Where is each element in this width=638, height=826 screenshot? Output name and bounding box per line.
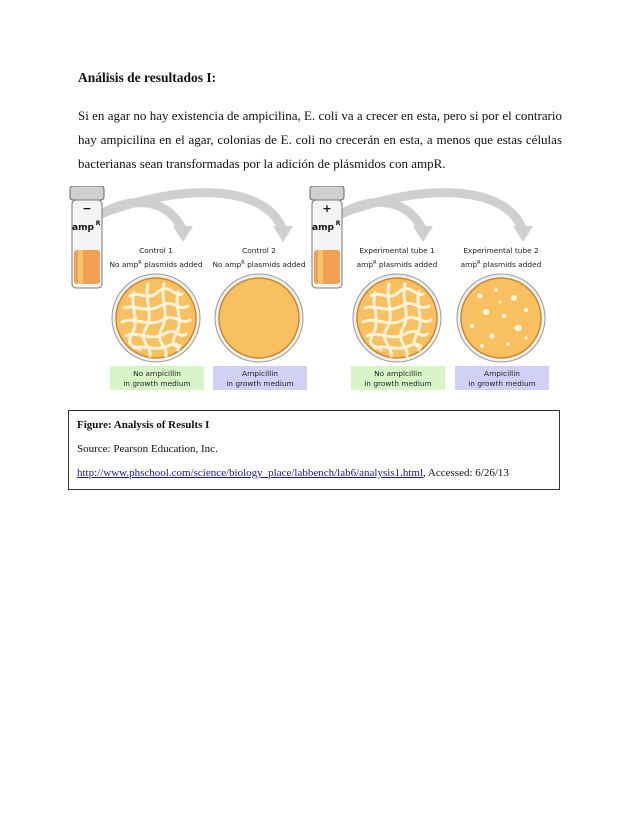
tube-1-sign: − [82, 202, 92, 215]
plate-3-medium-line1: No ampicillin [374, 369, 422, 378]
arrow-4 [340, 193, 523, 231]
plate-4-subtitle-sup: R [477, 260, 481, 266]
transformation-figure [68, 186, 568, 396]
arrow-4-head [513, 226, 533, 242]
tube-2-label: amp [312, 223, 334, 233]
plate-1-subtitle-sup: R [138, 260, 142, 266]
tube-1-label: amp [72, 223, 94, 233]
plate-control-2 [212, 246, 307, 390]
caption-link[interactable]: http://www.phschool.com/science/biology_place/labbench/lab6/analysis1.html [77, 467, 424, 479]
arrow-3-head [413, 226, 433, 242]
plate-1-medium-line1: No ampicillin [133, 369, 181, 378]
tube-2-sign: + [322, 202, 332, 215]
section-heading: Análisis de resultados I: [78, 70, 217, 85]
plate-2-medium-line2: in growth medium [226, 379, 294, 388]
tube-2-sup: R [335, 220, 341, 227]
plate-2-subtitle [212, 260, 305, 269]
plate-3-subtitle-sup: R [373, 260, 377, 266]
plate-1-subtitle [109, 260, 202, 269]
plate-1-subtitle-pre: No amp [109, 260, 139, 269]
plate-control-1 [109, 246, 204, 390]
plate-4-medium-line2: in growth medium [468, 379, 536, 388]
body-paragraph: Si en agar no hay existencia de ampicilina, E. coli va a crecer en esta, pero si por el contrario hay ampicilina en el agar, colonias de E. coli no crecerán en esta, a menos que estas células bacterianas sean transformadas por la adición de plásmidos con ampR. [78, 108, 562, 171]
caption-title: Figure: Analysis of Results I [77, 419, 210, 431]
plate-1-medium-line2: in growth medium [123, 379, 191, 388]
plate-2-title: Control 2 [242, 246, 276, 255]
plate-3-subtitle-pre: amp [356, 260, 374, 269]
caption-accessed: , Accessed: 6/26/13 [423, 467, 509, 479]
caption-reference [77, 467, 559, 479]
plate-4-title: Experimental tube 2 [463, 246, 539, 255]
plate-2-medium-line1: Ampicillin [242, 369, 278, 378]
caption-source: Source: Pearson Education, Inc. [77, 443, 218, 455]
plate-3-subtitle [357, 260, 438, 269]
plate-4-subtitle-post: plasmids added [480, 260, 542, 269]
plate-4-subtitle [461, 260, 542, 269]
arrow-1-head [173, 226, 193, 242]
plate-2-subtitle-post: plasmids added [244, 260, 306, 269]
plate-1-subtitle-post: plasmids added [141, 260, 203, 269]
plate-3-subtitle-post: plasmids added [376, 260, 438, 269]
figure-caption [68, 410, 560, 490]
plate-3-title: Experimental tube 1 [359, 246, 435, 255]
tube-1-sup: R [95, 220, 101, 227]
test-tube-1 [70, 186, 104, 288]
plate-2-subtitle-sup: R [241, 260, 245, 266]
figure-illustration [68, 186, 568, 396]
plate-4-subtitle-pre: amp [460, 260, 478, 269]
plate-experimental-2 [455, 246, 549, 390]
plate-3-medium-line2: in growth medium [364, 379, 432, 388]
plate-2-subtitle-pre: No amp [212, 260, 242, 269]
arrow-2 [100, 193, 283, 231]
plate-experimental-1 [351, 246, 445, 390]
arrow-2-head [273, 226, 293, 242]
plate-1-title: Control 1 [139, 246, 173, 255]
plate-4-medium-line1: Ampicillin [484, 369, 520, 378]
test-tube-2 [310, 186, 344, 288]
